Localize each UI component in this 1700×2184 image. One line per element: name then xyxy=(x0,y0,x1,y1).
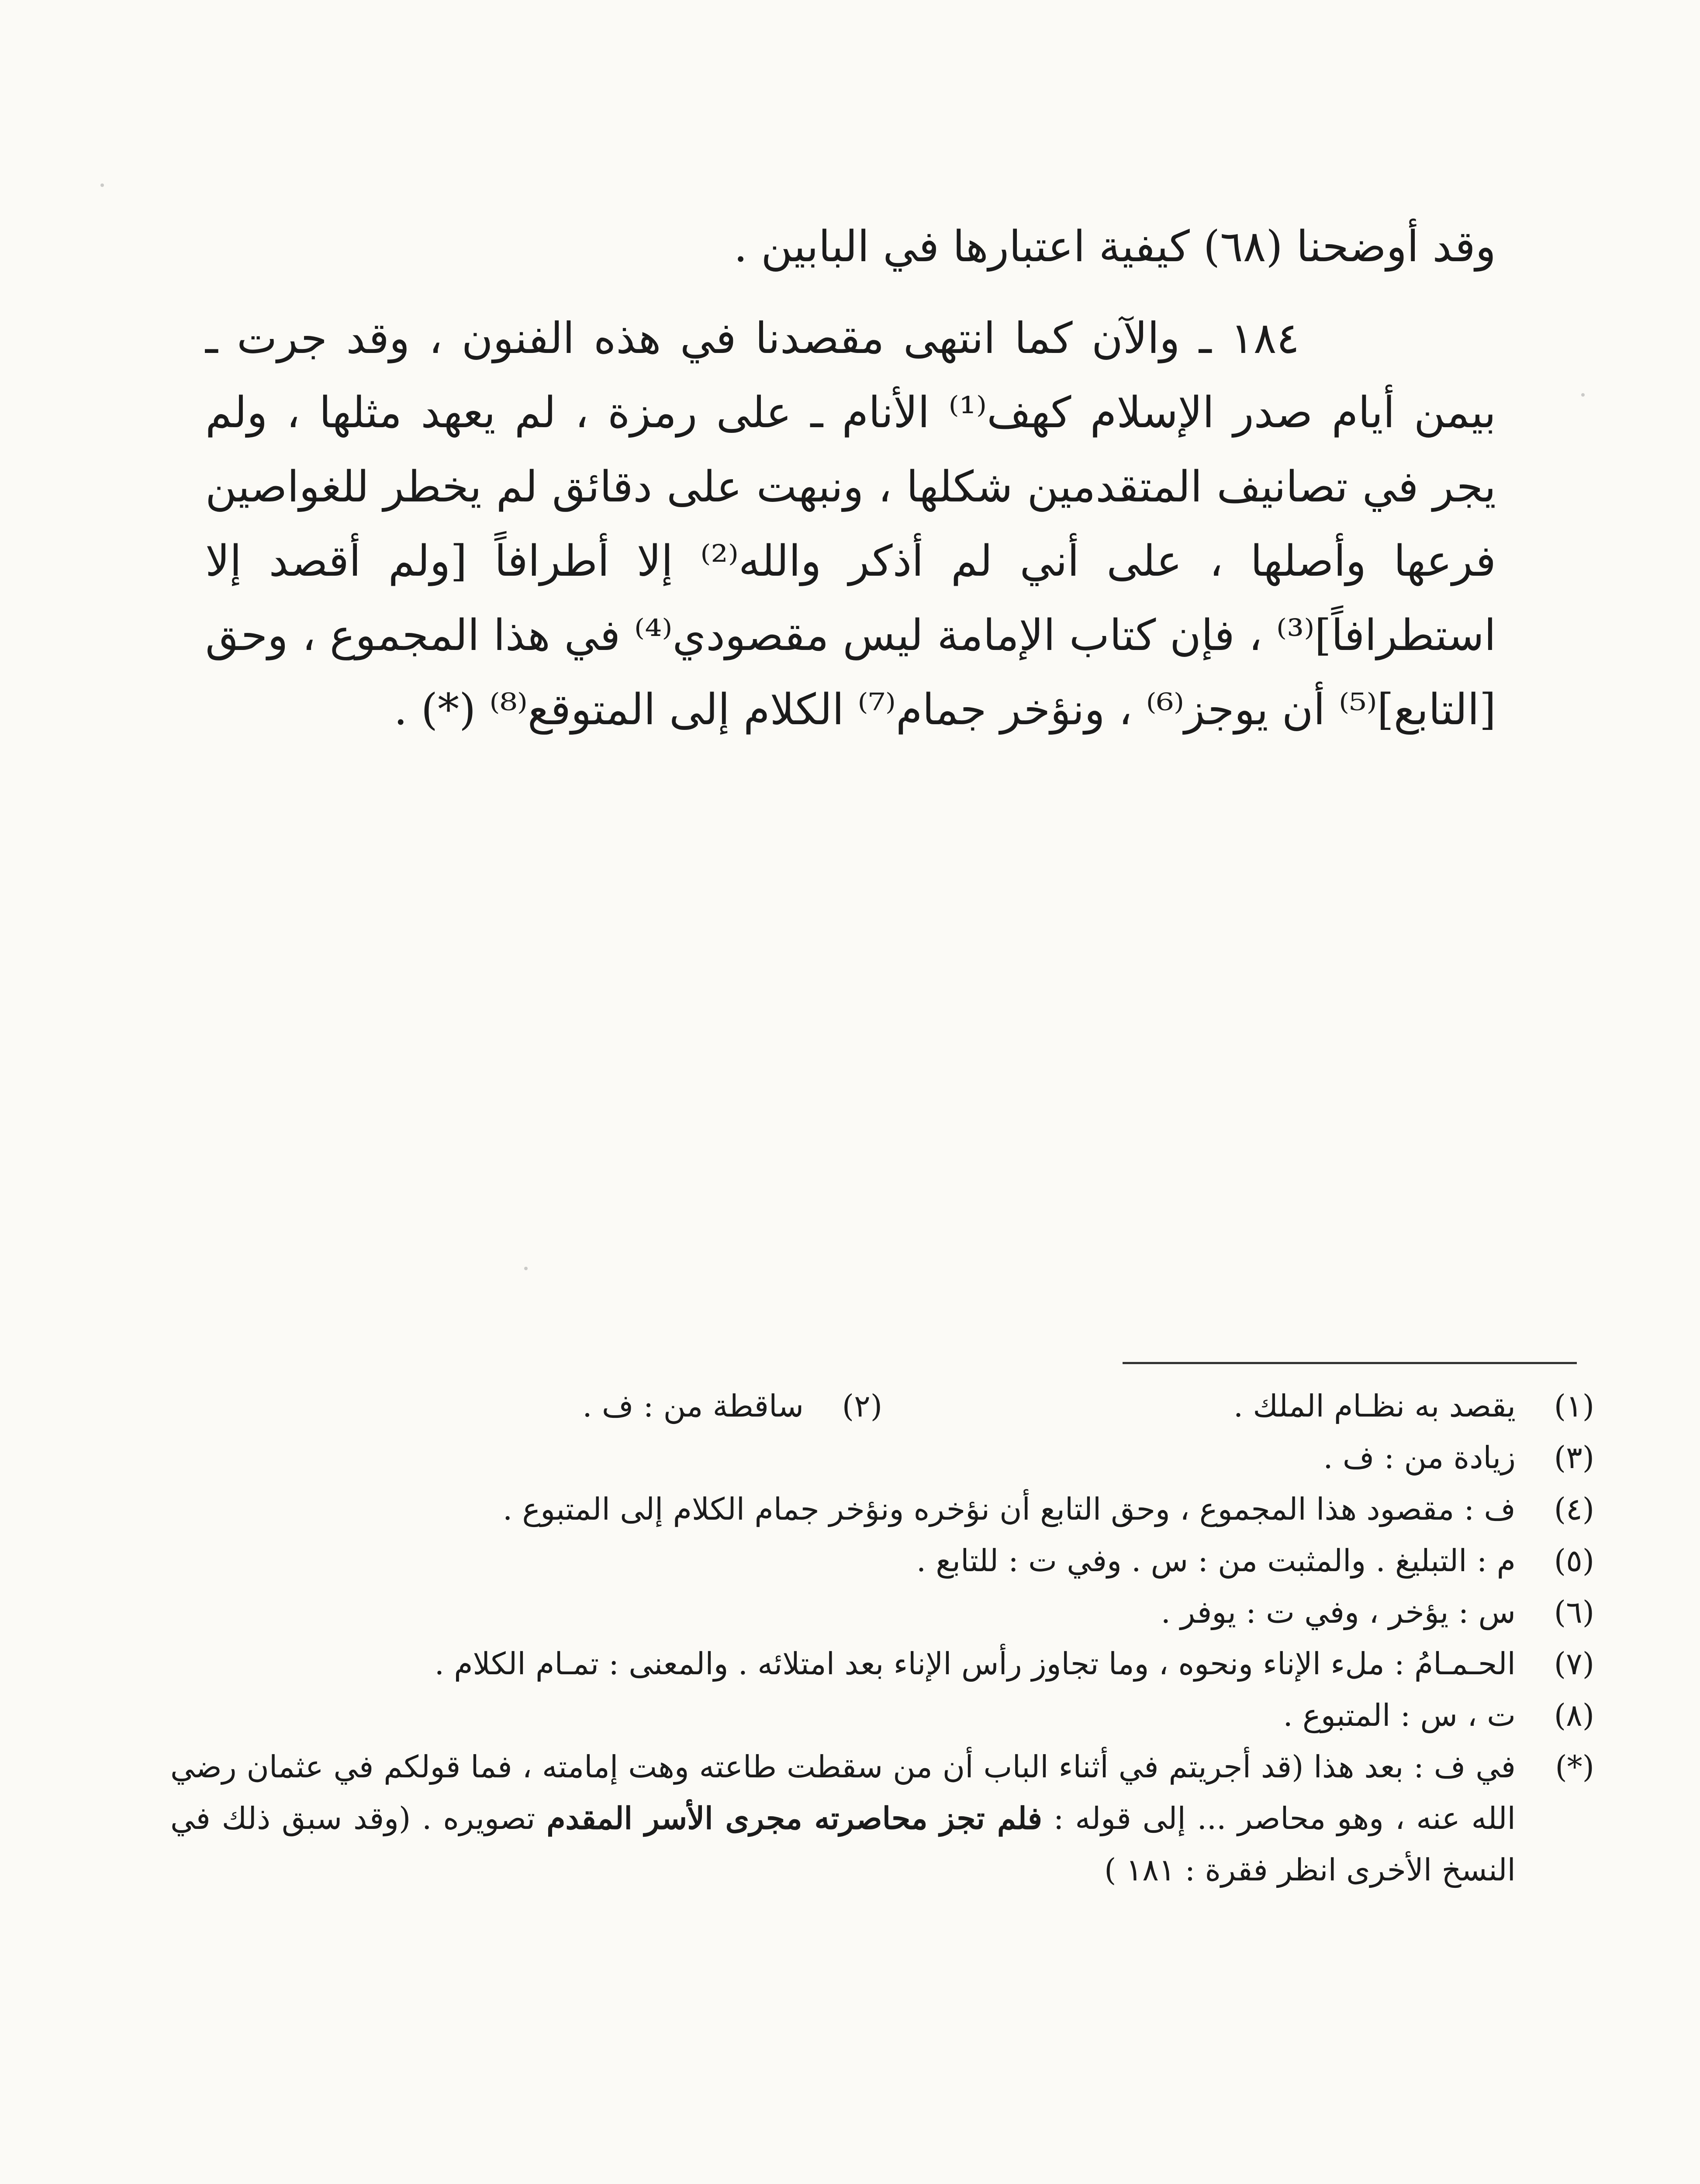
footnote-text: ساقطة من : ف . xyxy=(582,1388,804,1424)
footnote-text: س : يؤخر ، وفي ت : يوفر . xyxy=(1161,1594,1516,1630)
paper-speckle xyxy=(524,1267,528,1270)
footnote-4 xyxy=(170,1483,1594,1535)
footnote-text-part: تصويره . (وقد سبق ذلك في النسخ الأخرى انظر فقرة : ١٨١ ) xyxy=(170,1800,1516,1888)
footnote-star xyxy=(170,1741,1594,1896)
lead-line: وقد أوضحنا (٦٨) كيفية اعتبارها في البابين . xyxy=(733,222,1496,272)
footnote-number: (٦) xyxy=(1554,1594,1594,1630)
footnote-text: ت ، س : المتبوع . xyxy=(1283,1697,1516,1733)
footnote-text: م : التبليغ . والمثبت من : س . وفي ت : للتابع . xyxy=(916,1543,1516,1579)
footnote-2 xyxy=(582,1380,882,1432)
paragraph-184: ١٨٤ ـ والآن كما انتهى مقصدنا في هذه الفنون ، وقد جرت ـ بيمن أيام صدر الإسلام كهف⁽¹⁾ الأنام ـ على رمزة ، لم يعهد مثلها ، ولم يجر في تصانيف المتقدمين شكلها ، ونبهت على دقائق لم يخطر للغواصين فرعها وأصلها ، على أني لم أذكر والله⁽²⁾ إلا أطرافاً [ولم أقصد إلا استطرافاً]⁽³⁾ ، فإن كتاب الإمامة ليس مقصودي⁽⁴⁾ في هذا المجموع ، وحق [التابع]⁽⁵⁾ أن يوجز⁽⁶⁾ ، ونؤخر جمام⁽⁷⁾ الكلام إلى المتوقع⁽⁸⁾ (*) . xyxy=(205,314,1496,735)
footnote-text xyxy=(170,1741,1516,1896)
paper-speckle xyxy=(1581,393,1585,397)
footnote-5 xyxy=(170,1535,1594,1586)
footnote-divider xyxy=(1123,1362,1577,1364)
footnote-1 xyxy=(882,1380,1594,1432)
footnote-number: (*) xyxy=(1555,1749,1594,1785)
footnote-3 xyxy=(170,1432,1594,1483)
footnote-8 xyxy=(170,1690,1594,1741)
footnote-7 xyxy=(170,1638,1594,1690)
footnote-number: (٥) xyxy=(1554,1543,1594,1579)
footnotes xyxy=(170,1380,1594,1896)
footnote-text-part: في ف : بعد هذا (قد أجريتم في أثناء الباب أن من سقطت طاعته وهت إمامته ، فما قولكم في عثمان رضي الله عنه ، وهو محاصر ... إلى قوله : xyxy=(170,1749,1516,1836)
footnote-number: (٢) xyxy=(842,1388,882,1424)
footnote-6 xyxy=(170,1586,1594,1638)
footnote-text-bold: فلم تجز محاصرته مجرى الأسر المقدم xyxy=(546,1800,1043,1836)
footnote-text: الحـمـامُ : ملء الإناء ونحوه ، وما تجاوز رأس الإناء بعد امتلائه . والمعنى : تمـام الكلام . xyxy=(434,1646,1516,1682)
footnote-text: يقصد به نظـام الملك . xyxy=(1233,1388,1516,1424)
footnote-number: (٣) xyxy=(1554,1440,1594,1476)
footnote-text: زيادة من : ف . xyxy=(1323,1440,1516,1476)
paper-speckle xyxy=(100,183,104,187)
main-text xyxy=(205,210,1496,747)
footnote-text: ف : مقصود هذا المجموع ، وحق التابع أن نؤخره ونؤخر جمام الكلام إلى المتبوع . xyxy=(503,1491,1516,1527)
footnote-number: (١) xyxy=(1554,1388,1594,1424)
footnote-number: (٤) xyxy=(1554,1491,1594,1527)
footnote-number: (٧) xyxy=(1554,1646,1594,1682)
footnote-number: (٨) xyxy=(1554,1697,1594,1733)
footnote-row-1-2 xyxy=(170,1380,1594,1432)
